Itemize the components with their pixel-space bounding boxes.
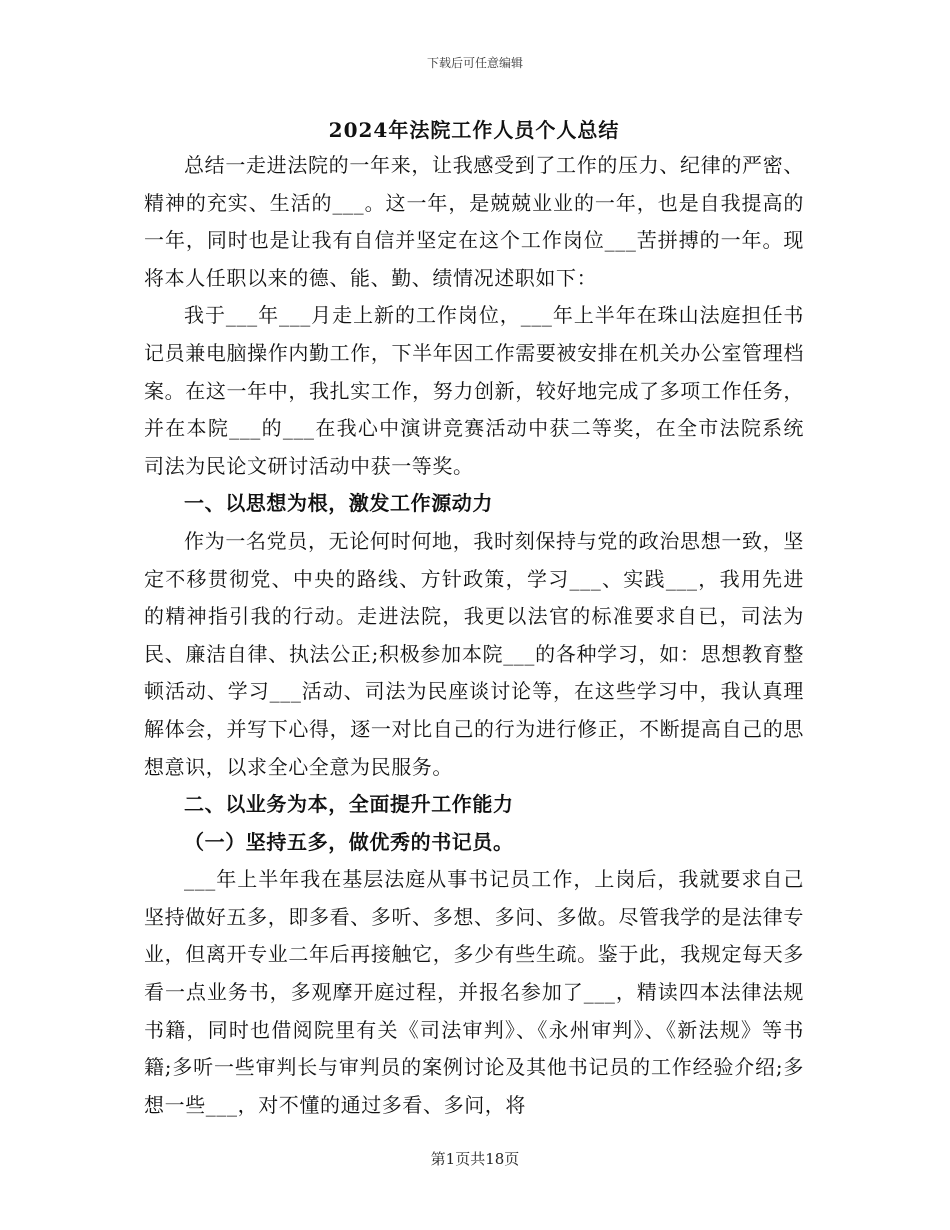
paragraph-ideology: 作为一名党员，无论何时何地，我时刻保持与党的政治思想一致，坚定不移贯彻党、中央的路线、方针政策，学习___、实践___，我用先进的精神指引我的行动。走进法院，我更以法官的标准要求自已，司法为民、廉洁自律、执法公正;积极参加本院___的各种学习，如：思想教育整顿活动、学习___活动、司法为民座谈讨论等，在这些学习中，我认真理解体会，并写下心得，逐一对比自己的行为进行修正，不断提高自己的思想意识，以求全心全意为民服务。 [144,528,804,779]
paragraph-appointment: 我于___年___月走上新的工作岗位，___年上半年在珠山法庭担任书记员兼电脑操作内勤工作，下半年因工作需要被安排在机关办公室管理档案。在这一年中，我扎实工作，努力创新，较好地完成了多项工作任务，并在本院___的___在我心中演讲竞赛活动中获二等奖，在全市法院系统司法为民论文研讨活动中获一等奖。 [144,303,804,478]
paragraph-intro: 总结一走进法院的一年来，让我感受到了工作的压力、纪律的严密、精神的充实、生活的___。这一年，是兢兢业业的一年，也是自我提高的一年，同时也是让我有自信并坚定在这个工作岗位___苦拼搏的一年。现将本人任职以来的德、能、勤、绩情况述职如下： [144,153,804,290]
section-heading-2: 二、以业务为本，全面提升工作能力 [184,792,514,817]
document-body [144,115,804,1124]
page-header: 下载后可任意编辑 [426,56,523,70]
section-heading-1: 一、以思想为根，激发工作源动力 [184,491,493,516]
paragraph-clerk-work: ___年上半年我在基层法庭从事书记员工作，上岗后，我就要求自己坚持做好五多，即多看、多听、多想、多问、多做。尽管我学的是法律专业，但离开专业二年后再接触它，多少有些生疏。鉴于此，我规定每天多看一点业务书，多观摩开庭过程，并报名参加了___，精读四本法律法规书籍，同时也借阅院里有关《司法审判》、《永州审判》、《新法规》等书籍;多听一些审判长与审判员的案例讨论及其他书记员的工作经验介绍;多想一些___，对不懂的通过多看、多问，将 [144,867,804,1117]
document-title: 2024年法院工作人员个人总结 [328,118,620,142]
subsection-heading-1: （一）坚持五多，做优秀的书记员。 [184,829,514,854]
page-footer: 第1页共18页 [430,1150,520,1168]
